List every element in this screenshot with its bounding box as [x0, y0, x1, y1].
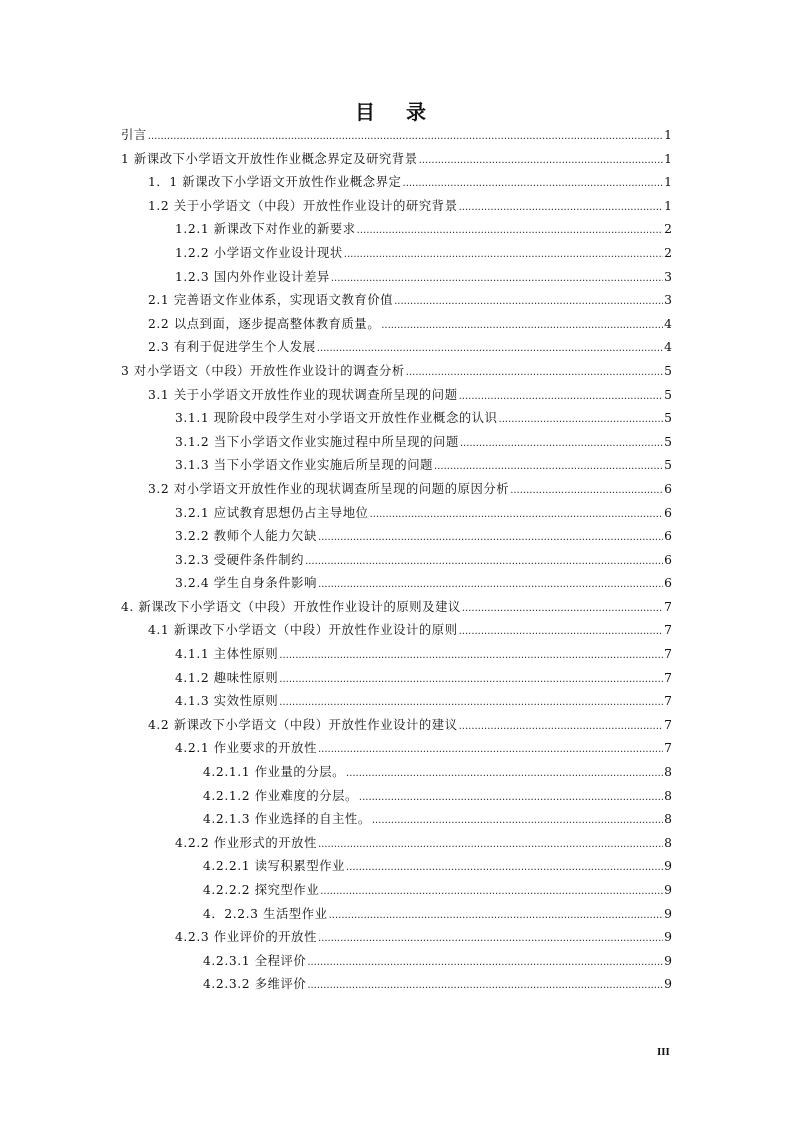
- toc-entry[interactable]: [121, 361, 672, 385]
- dot-leader: [381, 320, 663, 331]
- toc-entry-page: 2: [664, 245, 672, 260]
- toc-entry[interactable]: [121, 196, 672, 220]
- toc-entry-title: 3.2.2 教师个人能力欠缺: [175, 529, 317, 544]
- toc-entry-page: 8: [664, 835, 672, 850]
- toc-entry-page: 6: [664, 481, 672, 496]
- toc-entry[interactable]: [121, 974, 672, 998]
- dot-leader: [320, 886, 663, 897]
- toc-entry[interactable]: [121, 526, 672, 550]
- toc-entry-page: 7: [664, 741, 672, 756]
- dot-leader: [318, 933, 663, 944]
- toc-entry[interactable]: [121, 479, 672, 503]
- dot-leader: [318, 744, 663, 755]
- dot-leader: [434, 461, 663, 472]
- dot-leader: [317, 343, 663, 354]
- dot-leader: [346, 862, 663, 873]
- toc-entry[interactable]: [121, 880, 672, 904]
- toc-entry-title: 4.2.1.3 作业选择的自主性。: [203, 812, 371, 827]
- page-title: 目 录: [355, 100, 438, 124]
- toc-entry-page: 1: [664, 128, 672, 142]
- toc-entry[interactable]: [121, 951, 672, 975]
- dot-leader: [419, 155, 664, 166]
- dot-leader: [318, 839, 663, 850]
- toc-entry-title: 4.1.2 趣味性原则: [175, 670, 279, 685]
- toc-entry-title: 3.2 对小学语文开放性作业的现状调查所呈现的问题的原因分析: [148, 481, 510, 496]
- toc-entry[interactable]: [121, 125, 672, 149]
- toc-entry-title: 3.2.1 应试教育思想仍占主导地位: [175, 505, 369, 520]
- toc-entry-page: 4: [664, 316, 672, 331]
- toc-entry[interactable]: [121, 573, 672, 597]
- toc-entry-title: 4．2.2.3 生活型作业: [203, 906, 328, 921]
- toc-entry-page: 9: [664, 953, 672, 968]
- toc-entry-title: 1．1 新课改下小学语文开放性作业概念界定: [148, 175, 402, 190]
- toc-entry-page: 9: [664, 883, 672, 897]
- dot-leader: [406, 367, 663, 378]
- toc-entry[interactable]: [121, 337, 672, 361]
- toc-entry[interactable]: [121, 267, 672, 291]
- dot-leader: [462, 603, 663, 614]
- toc-entry-title: 4.2.1.1 作业量的分层。: [203, 765, 346, 780]
- toc-entry[interactable]: [121, 927, 672, 951]
- dot-leader: [329, 910, 664, 921]
- toc-entry-page: 9: [664, 906, 672, 921]
- toc-entry-title: 1.2 关于小学语文（中段）开放性作业设计的研究背景: [148, 198, 458, 213]
- toc-entry-page: 9: [664, 977, 672, 992]
- toc-entry-title: 4.2.3.2 多维评价: [203, 977, 307, 992]
- toc-entry-page: 5: [664, 387, 672, 402]
- toc-entry-title: 4.2.3 作业评价的开放性: [175, 930, 317, 945]
- toc-entry-title: 引言: [121, 128, 147, 142]
- toc-entry-page: 1: [664, 151, 672, 166]
- toc-entry-title: 3.1.2 当下小学语文作业实施过程中所呈现的问题: [175, 434, 459, 449]
- toc-entry-page: 4: [664, 340, 672, 355]
- toc-entry[interactable]: [121, 172, 672, 196]
- dot-leader: [359, 792, 663, 803]
- toc-entry-title: 2.1 完善语文作业体系，实现语文教育价值: [148, 293, 394, 308]
- toc-entry-page: 2: [664, 222, 672, 237]
- toc-entry[interactable]: [121, 620, 672, 644]
- dot-leader: [318, 579, 663, 590]
- toc-entry-page: 3: [664, 269, 672, 284]
- toc-entry-title: 3.1.1 现阶段中段学生对小学语文开放性作业概念的认识: [175, 411, 498, 426]
- toc-entry-page: 7: [664, 670, 672, 685]
- toc-entry[interactable]: [121, 503, 672, 527]
- toc-entry[interactable]: [121, 644, 672, 668]
- toc-entry-title: 4.1.1 主体性原则: [175, 647, 279, 662]
- toc-entry[interactable]: [121, 715, 672, 739]
- toc-entry[interactable]: [121, 762, 672, 786]
- dot-leader: [460, 438, 663, 449]
- toc-entry-title: 1.2.2 小学语文作业设计现状: [175, 245, 343, 260]
- dot-leader: [279, 674, 663, 685]
- dot-leader: [459, 721, 664, 732]
- toc-entry-title: 4.1 新课改下小学语文（中段）开放性作业设计的原则: [148, 623, 458, 638]
- toc-entry-page: 6: [664, 552, 672, 567]
- toc-entry-page: 8: [664, 812, 672, 827]
- toc-entry-title: 1 新课改下小学语文开放性作业概念界定及研究背景: [121, 151, 418, 166]
- toc-entry-page: 9: [664, 859, 672, 874]
- toc-entry-title: 4.1.3 实效性原则: [175, 694, 279, 709]
- toc-entry[interactable]: [121, 786, 672, 810]
- toc-entry[interactable]: [121, 455, 672, 479]
- toc-entry-title: 4.2.2.1 读写积累型作业: [203, 859, 346, 874]
- dot-leader: [305, 556, 663, 567]
- dot-leader: [148, 131, 663, 142]
- toc-entry-title: 4.2.2.2 探究型作业: [203, 883, 320, 897]
- toc-entry-page: 5: [664, 458, 672, 473]
- toc-entry-page: 5: [664, 363, 672, 378]
- toc-entry-title: 2.3 有利于促进学生个人发展: [148, 340, 316, 355]
- toc-entry-page: 7: [664, 647, 672, 662]
- dot-leader: [403, 178, 664, 189]
- dot-leader: [307, 980, 663, 991]
- toc-entry-page: 8: [664, 765, 672, 780]
- dot-leader: [307, 957, 663, 968]
- toc-entry[interactable]: [121, 856, 672, 880]
- dot-leader: [370, 509, 664, 520]
- dot-leader: [279, 650, 663, 661]
- toc-entry-page: 3: [664, 293, 672, 308]
- dot-leader: [318, 532, 663, 543]
- toc-entry-page: 1: [664, 198, 672, 213]
- dot-leader: [344, 249, 663, 260]
- toc-entry-title: 3 对小学语文（中段）开放性作业设计的调查分析: [121, 363, 405, 378]
- toc-entry-title: 2.2 以点到面，逐步提高整体教育质量。: [148, 316, 381, 331]
- dot-leader: [279, 697, 663, 708]
- toc-entry-page: 5: [664, 434, 672, 449]
- toc-entry-title: 4.2 新课改下小学语文（中段）开放性作业设计的建议: [148, 717, 458, 732]
- dot-leader: [510, 485, 663, 496]
- dot-leader: [331, 273, 663, 284]
- page-number: III: [657, 1046, 670, 1058]
- toc-entry[interactable]: [121, 408, 672, 432]
- toc-entry-page: 7: [664, 599, 672, 614]
- dot-leader: [459, 391, 664, 402]
- toc-entry[interactable]: [121, 809, 672, 833]
- dot-leader: [357, 225, 664, 236]
- toc-entry-page: 6: [664, 529, 672, 544]
- toc-entry-page: 7: [664, 694, 672, 709]
- toc-entry-page: 7: [664, 717, 672, 732]
- dot-leader: [459, 626, 664, 637]
- toc-entry[interactable]: [121, 904, 672, 928]
- toc-entry[interactable]: [121, 432, 672, 456]
- toc-entry-title: 4.2.2 作业形式的开放性: [175, 835, 317, 850]
- dot-leader: [499, 414, 664, 425]
- dot-leader: [459, 202, 664, 213]
- toc-entry-page: 9: [664, 930, 672, 945]
- toc-entry-title: 1.2.1 新课改下对作业的新要求: [175, 222, 356, 237]
- dot-leader: [346, 768, 663, 779]
- toc-entry[interactable]: [121, 149, 672, 173]
- toc-entry-page: 8: [664, 788, 672, 803]
- toc-entry-page: 5: [664, 411, 672, 426]
- toc-entry-page: 1: [664, 175, 672, 190]
- toc-entry[interactable]: [121, 833, 672, 857]
- dot-leader: [394, 296, 663, 307]
- toc-entry[interactable]: [121, 691, 672, 715]
- toc-entry-title: 4.2.1 作业要求的开放性: [175, 741, 317, 756]
- toc-entry-title: 3.2.3 受硬件条件制约: [175, 552, 305, 567]
- toc-entry-title: 3.1 关于小学语文开放性作业的现状调查所呈现的问题: [148, 387, 458, 402]
- toc-entry-title: 1.2.3 国内外作业设计差异: [175, 269, 330, 284]
- toc-entry[interactable]: [121, 314, 672, 338]
- toc-entry-title: 4.2.1.2 作业难度的分层。: [203, 788, 358, 803]
- toc-entry[interactable]: [121, 290, 672, 314]
- toc-entry[interactable]: [121, 243, 672, 267]
- toc-entry-page: 6: [664, 576, 672, 591]
- toc-entry[interactable]: [121, 550, 672, 574]
- toc-entry[interactable]: [121, 597, 672, 621]
- toc-entry-page: 6: [664, 505, 672, 520]
- toc-entry[interactable]: [121, 385, 672, 409]
- toc-entry-title: 3.2.4 学生自身条件影响: [175, 576, 317, 591]
- toc-entry-title: 4.2.3.1 全程评价: [203, 953, 307, 968]
- toc-entry[interactable]: [121, 668, 672, 692]
- toc-entry[interactable]: [121, 738, 672, 762]
- table-of-contents: [121, 125, 672, 998]
- dot-leader: [372, 815, 663, 826]
- toc-entry[interactable]: [121, 219, 672, 243]
- toc-entry-title: 3.1.3 当下小学语文作业实施后所呈现的问题: [175, 458, 434, 473]
- toc-entry-page: 7: [664, 623, 672, 638]
- toc-entry-title: 4. 新课改下小学语文（中段）开放性作业设计的原则及建议: [121, 599, 461, 614]
